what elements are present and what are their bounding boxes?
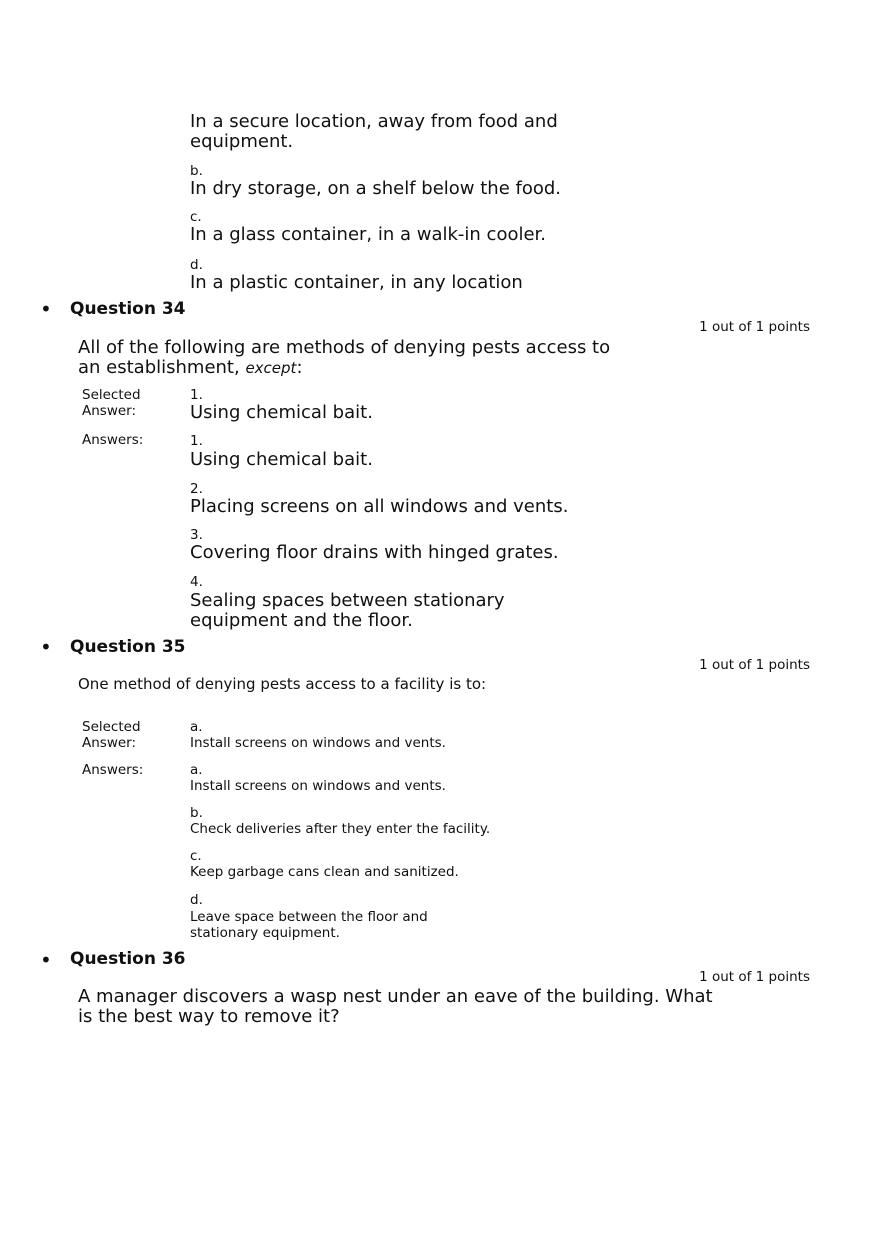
question-35-title: Question 35 [70,637,186,657]
bullet-icon: • [40,297,52,321]
question-34-points: 1 out of 1 points [699,319,810,335]
question-35-points: 1 out of 1 points [699,657,810,673]
question-35-answer-c-text: Keep garbage cans clean and sanitized. [190,864,459,880]
question-34-answers-label: Answers: [82,432,144,448]
question-35-selected-text: Install screens on windows and vents. [190,735,446,751]
question-34-answer-1-letter: 1. [190,433,203,449]
question-34-title: Question 34 [70,299,186,319]
question-34-selected-letter: 1. [190,387,203,403]
question-34-prompt-main: All of the following are methods of denying pests access to an establishment, [78,337,611,378]
question-35-answer-d-letter: d. [190,892,203,908]
q33-option-b-letter: b. [190,163,203,179]
question-36-prompt: A manager discovers a wasp nest under an eave of the building. What is the best way to remove it? [78,986,713,1027]
question-35-answer-b-letter: b. [190,805,203,821]
question-35-answer-c-letter: c. [190,848,202,864]
q33-option-c-text: In a glass container, in a walk-in cooler. [190,224,547,245]
question-36-title: Question 36 [70,949,186,969]
question-35-answer-b-text: Check deliveries after they enter the facility. [190,821,491,837]
question-34-prompt [78,338,638,378]
question-35-answer-d-text: Leave space between the floor and stationary equipment. [190,909,428,941]
question-35-selected-label: Selected Answer: [82,719,141,751]
q33-option-d-text: In a plastic container, in any location [190,272,523,293]
question-35-prompt: One method of denying pests access to a facility is to: [78,675,487,693]
question-34-prompt-emphasis: except [245,359,297,377]
bullet-icon: • [40,948,52,972]
question-34-prompt-end: : [296,357,303,378]
question-34-selected-label: Selected Answer: [82,387,141,419]
bullet-icon: • [40,635,52,659]
question-34-answer-3-text: Covering floor drains with hinged grates. [190,542,559,563]
q33-option-d-letter: d. [190,257,203,273]
question-34-answer-4-text: Sealing spaces between stationary equipment and the floor. [190,590,505,631]
q33-option-c-letter: c. [190,209,202,225]
question-35-selected-letter: a. [190,719,203,735]
question-35-answer-a-letter: a. [190,762,203,778]
question-36-points: 1 out of 1 points [699,969,810,985]
q33-option-b-text: In dry storage, on a shelf below the food. [190,178,562,199]
question-34-answer-2-letter: 2. [190,481,203,497]
question-35-answers-label: Answers: [82,762,144,778]
question-34-answer-2-text: Placing screens on all windows and vents. [190,496,569,517]
question-35-answer-a-text: Install screens on windows and vents. [190,778,446,794]
question-34-selected-text: Using chemical bait. [190,402,373,423]
question-34-answer-4-letter: 4. [190,574,203,590]
q33-option-a-text: In a secure location, away from food and equipment. [190,111,558,152]
question-34-answer-3-letter: 3. [190,527,203,543]
question-34-answer-1-text: Using chemical bait. [190,449,373,470]
